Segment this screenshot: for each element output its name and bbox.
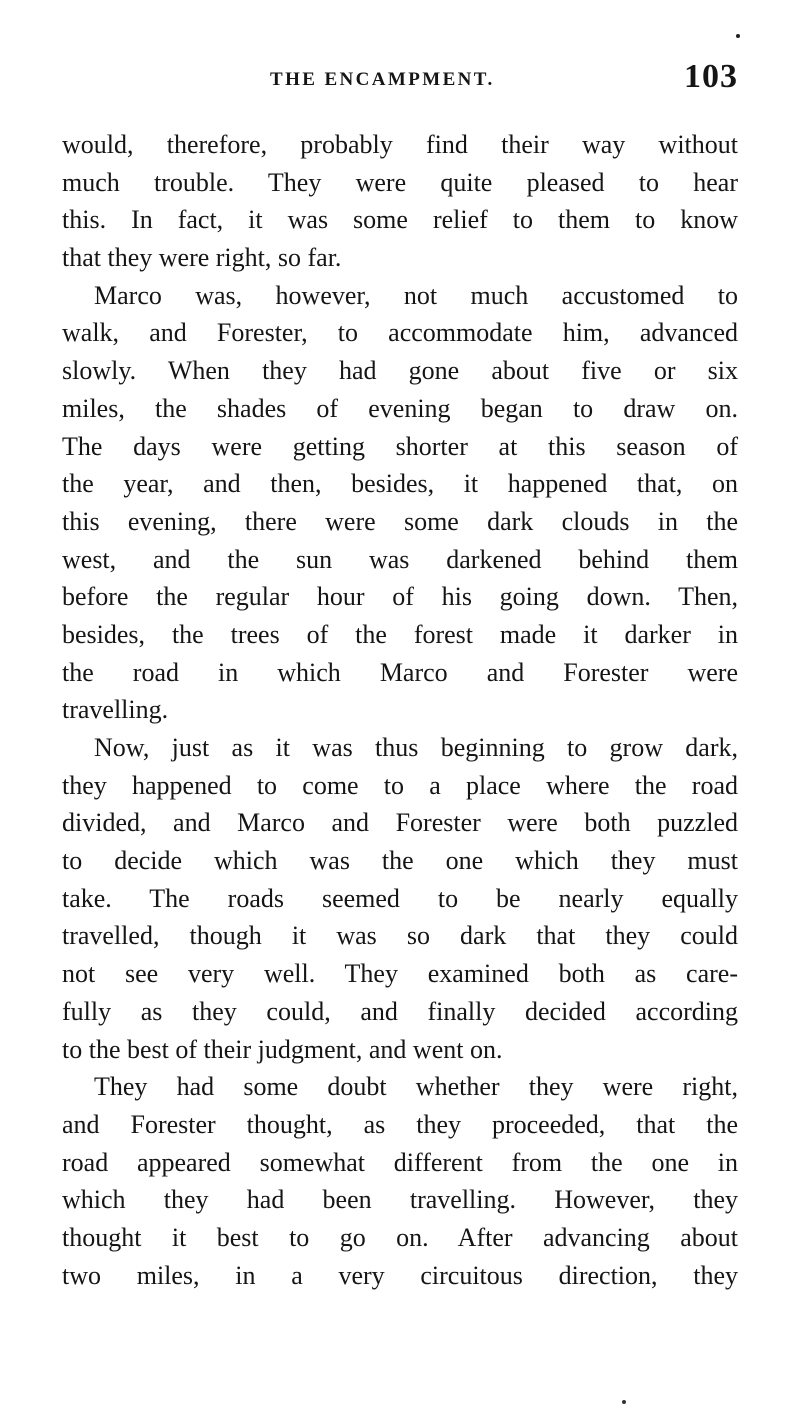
text-line: Marco was, however, not much accustomed to <box>94 280 738 310</box>
text-line: two miles, in a very circuitous direction, they <box>62 1260 738 1290</box>
text-line: besides, the trees of the forest made it darker in <box>62 619 738 649</box>
text-line: They had some doubt whether they were right, <box>94 1072 738 1102</box>
text-line: to decide which was the one which they must <box>62 846 738 876</box>
text-line: this evening, there were some dark clouds in the <box>62 506 738 536</box>
text-line: the road in which Marco and Forester were <box>62 657 738 687</box>
text-line: not see very well. They examined both as care- <box>62 959 738 989</box>
text-line: thought it best to go on. After advancing about <box>62 1222 738 1252</box>
text-line: slowly. When they had gone about five or six <box>62 356 738 386</box>
text-line: the year, and then, besides, it happened that, on <box>62 469 738 499</box>
text-line: would, therefore, probably find their way without <box>62 130 738 159</box>
text-line: west, and the sun was darkened behind them <box>62 544 738 574</box>
text-line: they happened to come to a place where the road <box>62 770 738 800</box>
text-line: that they were right, so far. <box>62 243 342 273</box>
text-line: travelled, though it was so dark that they could <box>62 921 738 951</box>
running-head <box>62 56 738 100</box>
running-title: THE ENCAMPMENT. <box>270 69 495 90</box>
text-line: take. The roads seemed to be nearly equally <box>62 883 738 913</box>
text-line: this. In fact, it was some relief to them to know <box>62 205 738 235</box>
text-line: and Forester thought, as they proceeded, that the <box>62 1109 738 1139</box>
text-line: divided, and Marco and Forester were both puzzled <box>62 808 738 838</box>
text-line: before the regular hour of his going down. Then, <box>62 582 738 612</box>
text-line: fully as they could, and finally decided according <box>62 996 738 1026</box>
text-line: travelling. <box>62 695 169 725</box>
page-number: 103 <box>684 58 738 95</box>
text-line: walk, and Forester, to accommodate him, advanced <box>62 318 738 348</box>
body-text <box>62 126 738 1294</box>
ink-speck <box>736 34 740 38</box>
text-line: The days were getting shorter at this season of <box>62 431 738 461</box>
ink-speck <box>622 1400 626 1404</box>
text-line: to the best of their judgment, and went on. <box>62 1034 503 1064</box>
text-line: road appeared somewhat different from the one in <box>62 1147 738 1177</box>
text-line: miles, the shades of evening began to draw on. <box>62 393 738 423</box>
text-line: much trouble. They were quite pleased to hear <box>62 167 738 197</box>
text-line: which they had been travelling. However, they <box>62 1185 738 1215</box>
text-line: Now, just as it was thus beginning to grow dark, <box>94 733 738 762</box>
